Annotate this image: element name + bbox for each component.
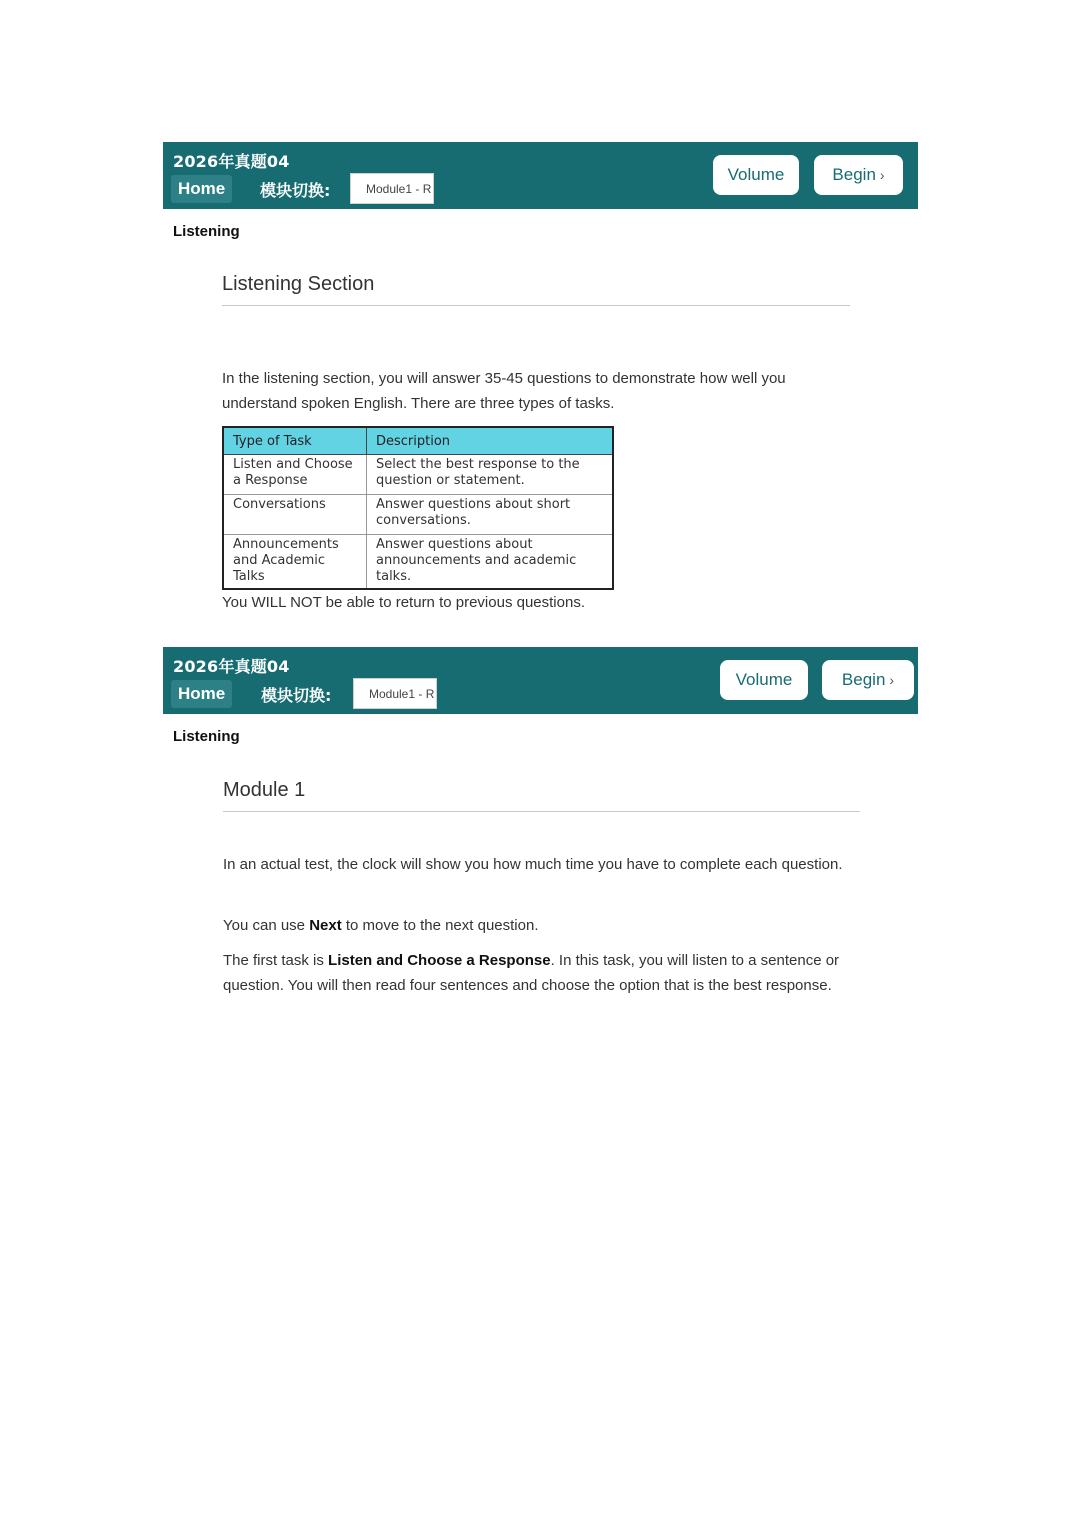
volume-button[interactable] (713, 155, 799, 195)
page-title: Listening Section (222, 273, 375, 295)
table-cell: Answer questions about short conversations. (367, 495, 614, 535)
module-switch-label: 模块切换: (261, 686, 332, 705)
table-cell: Conversations (223, 495, 367, 535)
home-button[interactable]: Home (171, 175, 232, 203)
begin-button[interactable] (814, 155, 903, 195)
volume-button[interactable] (720, 660, 808, 700)
module-switch-label: 模块切换: (260, 181, 331, 200)
screenshot-listening-section (163, 142, 918, 611)
no-return-note: You WILL NOT be able to return to previous questions. (222, 594, 585, 611)
first-task-paragraph (223, 948, 859, 998)
table-header-row (223, 427, 613, 455)
table-row (223, 535, 613, 590)
app-header (163, 142, 918, 209)
intro-paragraph: In the listening section, you will answer 35-45 questions to demonstrate how well you understand spoken English. There are three types of tasks. (222, 370, 786, 412)
first-task-name: Listen and Choose a Response (328, 952, 551, 969)
volume-button-label: Volume (727, 165, 785, 184)
section-label: Listening (173, 223, 240, 240)
volume-button-label: Volume (735, 670, 793, 689)
table-cell: Announcements and Academic Talks (223, 535, 367, 590)
first-task-text-after: . In this task, you will listen to a sentence or question. You will then read four sentences and choose the option that is the best response. (223, 952, 840, 994)
first-task-text-before: The first task is (223, 952, 329, 969)
module-select[interactable]: Module1 - R (350, 173, 434, 204)
begin-button[interactable] (822, 660, 914, 700)
section-label: Listening (173, 728, 240, 745)
table-row (223, 495, 613, 535)
table-cell: Listen and Choose a Response (223, 455, 367, 495)
table-header-cell: Type of Task (223, 427, 367, 455)
next-paragraph (223, 913, 863, 938)
heading-divider (222, 305, 850, 306)
task-types-table (222, 426, 614, 590)
table-cell: Answer questions about announcements and academic talks. (367, 535, 614, 590)
app-header (163, 647, 918, 714)
clock-paragraph: In an actual test, the clock will show you how much time you have to complete each question. (223, 856, 843, 873)
chevron-right-icon: › (879, 167, 885, 183)
table-cell: Select the best response to the question or statement. (367, 455, 614, 495)
chevron-right-icon: › (889, 672, 895, 688)
module-select[interactable]: Module1 - R (353, 678, 437, 709)
heading-divider (223, 811, 860, 812)
next-keyword: Next (309, 917, 342, 934)
app-title: 2026年真题04 (173, 152, 290, 171)
begin-button-label: Begin (841, 670, 886, 689)
next-text-after: to move to the next question. (341, 917, 539, 934)
screenshot-module-1 (163, 647, 918, 994)
app-title: 2026年真题04 (173, 657, 290, 676)
table-row (223, 455, 613, 495)
next-text-before: You can use (223, 917, 310, 934)
page-title: Module 1 (223, 779, 306, 801)
table-header-cell: Description (367, 427, 614, 455)
begin-button-label: Begin (832, 165, 876, 184)
home-button[interactable]: Home (171, 680, 232, 708)
